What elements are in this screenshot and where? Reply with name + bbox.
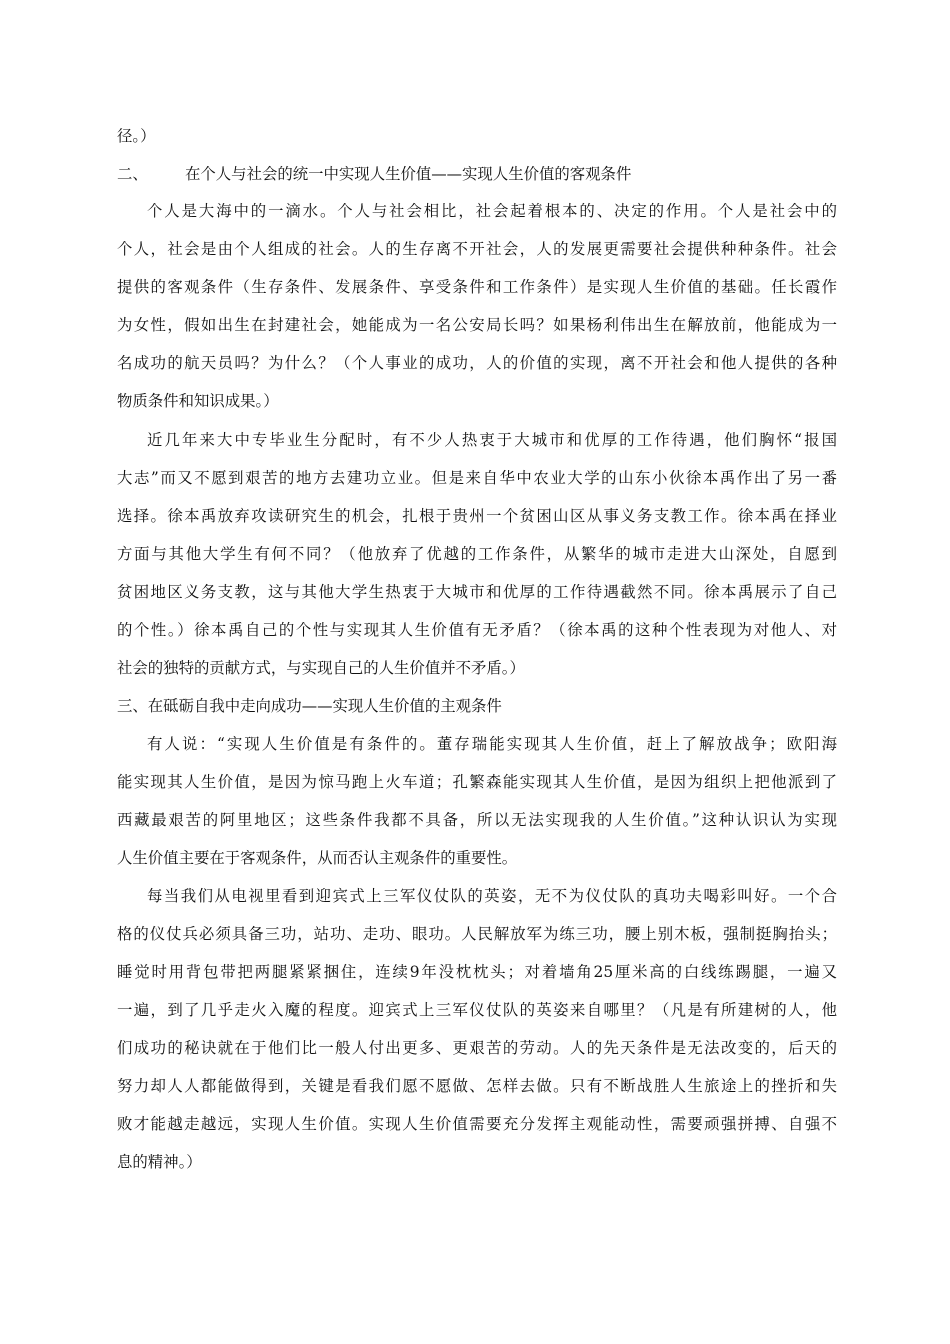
text-line: 为女性，假如出生在封建社会，她能成为一名公安局长吗？如果杨利伟出生在解放前，他能成为一 xyxy=(117,316,837,334)
text-line: 人生价值主要在于客观条件，从而否认主观条件的重要性。 xyxy=(117,849,518,867)
text-line: 睡觉时用背包带把两腿紧紧捆住，连续9年没枕枕头；对着墙角25厘米高的白线练踢腿，一遍又 xyxy=(117,963,837,981)
text-line: 径。） xyxy=(117,127,156,145)
text-line: 一遍，到了几乎走火入魔的程度。迎宾式上三军仪仗队的英姿来自哪里？（凡是有所建树的人，他 xyxy=(117,1001,837,1019)
section-title: 在个人与社会的统一中实现人生价值——实现人生价值的客观条件 xyxy=(185,165,632,183)
text-line: 的个性。）徐本禹自己的个性与实现其人生价值有无矛盾？（徐本禹的这种个性表现为对他人、对 xyxy=(117,621,837,639)
text-line: 方面与其他大学生有何不同？（他放弃了优越的工作条件，从繁华的城市走进大山深处，自愿到 xyxy=(117,545,837,563)
text-line: 格的仪仗兵必须具备三功，站功、走功、眼功。人民解放军为练三功，腰上别木板，强制挺胸抬头； xyxy=(117,925,837,943)
text-line: 败才能越走越远，实现人生价值。实现人生价值需要充分发挥主观能动性，需要顽强拼搏、自强不 xyxy=(117,1115,837,1133)
text-line: 贫困地区义务支教，这与其他大学生热衷于大城市和优厚的工作待遇截然不同。徐本禹展示了自己 xyxy=(117,583,837,601)
text-line: 努力却人人都能做得到，关键是看我们愿不愿做、怎样去做。只有不断战胜人生旅途上的挫折和失 xyxy=(117,1077,837,1095)
text-line: 提供的客观条件（生存条件、发展条件、享受条件和工作条件）是实现人生价值的基础。任长霞作 xyxy=(117,278,837,296)
text-line: 息的精神。） xyxy=(117,1153,202,1171)
section-number: 二、 xyxy=(117,165,148,183)
text-line: 名成功的航天员吗？为什么？（个人事业的成功，人的价值的实现，离不开社会和他人提供的各种 xyxy=(117,354,837,372)
text-line: 们成功的秘诀就在于他们比一般人付出更多、更艰苦的劳动。人的先天条件是无法改变的，后天的 xyxy=(117,1039,837,1057)
text-line: 大志”而又不愿到艰苦的地方去建功立业。但是来自华中农业大学的山东小伙徐本禹作出了另一番 xyxy=(117,469,837,487)
text-line: 社会的独特的贡献方式，与实现自己的人生价值并不矛盾。） xyxy=(117,659,525,677)
text-line: 个人，社会是由个人组成的社会。人的生存离不开社会，人的发展更需要社会提供种种条件。社会 xyxy=(117,240,837,258)
text-line: 物质条件和知识成果。） xyxy=(117,392,279,410)
text-line: 有人说：“实现人生价值是有条件的。董存瑞能实现其人生价值，赶上了解放战争；欧阳海 xyxy=(147,735,837,753)
section-heading: 三、在砥砺自我中走向成功——实现人生价值的主观条件 xyxy=(117,697,502,715)
text-line: 近几年来大中专毕业生分配时，有不少人热衷于大城市和优厚的工作待遇，他们胸怀“报国 xyxy=(147,431,837,449)
text-line: 西藏最艰苦的阿里地区；这些条件我都不具备，所以无法实现我的人生价值。”这种认识认为实现 xyxy=(117,811,837,829)
text-line: 选择。徐本禹放弃攻读研究生的机会，扎根于贵州一个贫困山区从事义务支教工作。徐本禹在择业 xyxy=(117,507,837,525)
section-heading xyxy=(117,164,837,184)
text-line: 能实现其人生价值，是因为惊马跑上火车道；孔繁森能实现其人生价值，是因为组织上把他派到了 xyxy=(117,773,837,791)
text-line: 个人是大海中的一滴水。个人与社会相比，社会起着根本的、决定的作用。个人是社会中的 xyxy=(147,202,837,220)
text-line: 每当我们从电视里看到迎宾式上三军仪仗队的英姿，无不为仪仗队的真功夫喝彩叫好。一个合 xyxy=(147,887,837,905)
